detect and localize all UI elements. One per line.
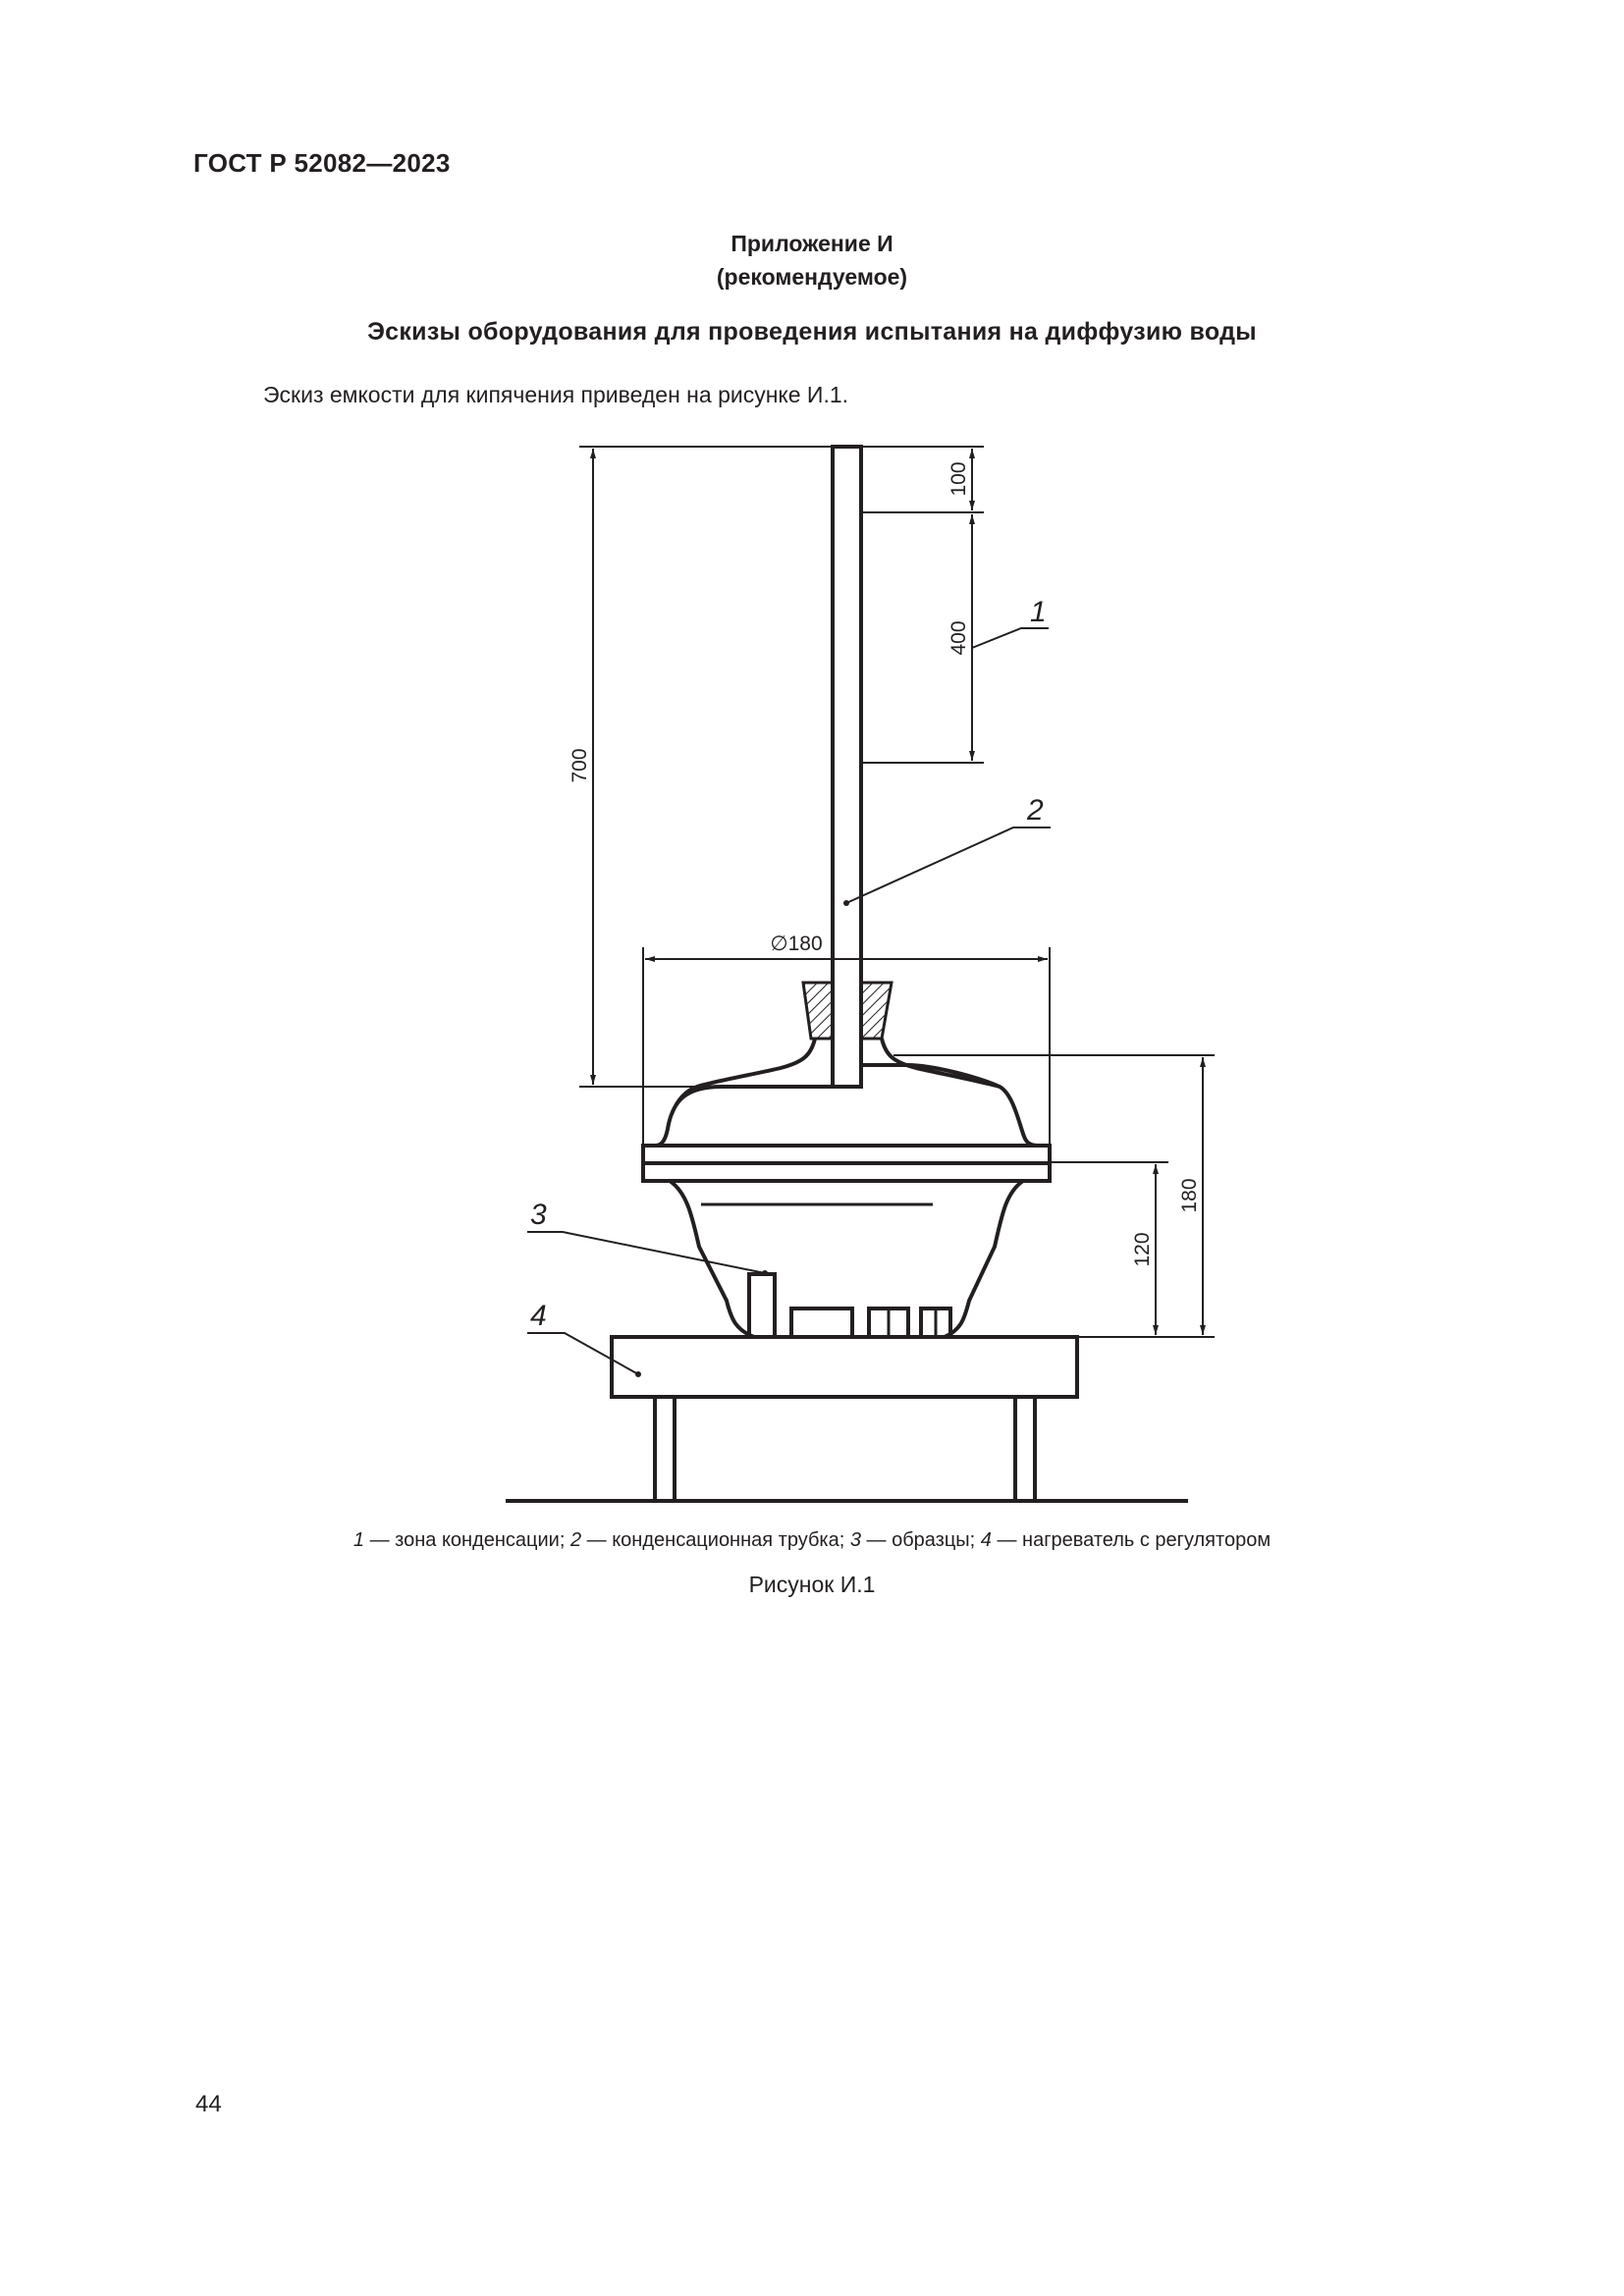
legend-text-2: — конденсационная трубка; — [581, 1529, 850, 1551]
figure-caption: Рисунок И.1 — [748, 1572, 876, 1597]
dim-180: 180 — [1178, 1178, 1201, 1213]
legend-num-2: 2 — [569, 1529, 582, 1551]
condensation-tube — [833, 447, 861, 1087]
intro-paragraph: Эскиз емкости для кипячения приведен на рисунке И.1. — [263, 382, 849, 407]
dim-100: 100 — [947, 461, 970, 497]
legend-text-4: — нагреватель с регулятором — [991, 1529, 1272, 1551]
dim-diameter: ∅180 — [770, 933, 823, 955]
legend-num-3: 3 — [849, 1529, 861, 1551]
section-title: Эскизы оборудования для проведения испытания на диффузию воды — [367, 318, 1257, 346]
dim-400: 400 — [947, 620, 970, 656]
flange-lower — [643, 1163, 1050, 1181]
annex-status: (рекомендуемое) — [716, 264, 908, 290]
flange-upper — [643, 1146, 1050, 1163]
legend-num-1: 1 — [352, 1529, 365, 1551]
standard-header: ГОСТ Р 52082—2023 — [193, 148, 451, 178]
callout-dots — [635, 900, 849, 1377]
callout-4: 4 — [530, 1300, 547, 1332]
callout-1: 1 — [1030, 596, 1047, 628]
figure-legend — [0, 1529, 1624, 1552]
legend-num-4: 4 — [980, 1529, 992, 1551]
samples — [749, 1274, 950, 1337]
annex-title: Приложение И — [731, 231, 893, 256]
legend-text-3: — образцы; — [860, 1529, 981, 1551]
legend-text-1: — зона конденсации; — [364, 1529, 570, 1551]
dim-120: 120 — [1131, 1232, 1154, 1267]
stopper — [803, 983, 892, 1039]
heater-plate — [612, 1337, 1077, 1397]
dim-700: 700 — [568, 748, 591, 783]
page-number: 44 — [195, 2091, 222, 2117]
heater-legs — [655, 1397, 1035, 1501]
callout-3: 3 — [530, 1199, 547, 1231]
callout-2: 2 — [1027, 794, 1044, 827]
